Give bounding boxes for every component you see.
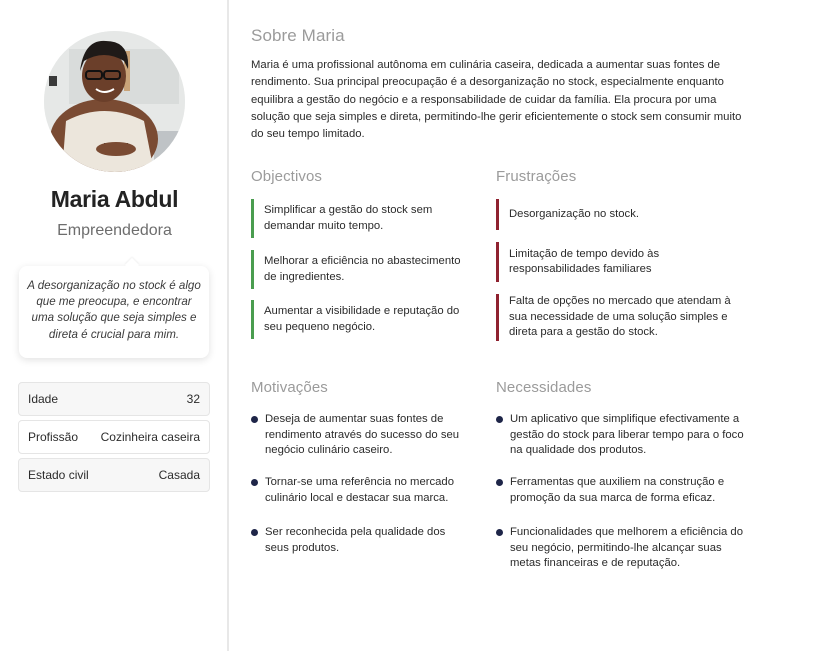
info-row-age (18, 382, 210, 416)
bullet-icon (251, 416, 258, 423)
need-item (496, 412, 751, 459)
bullet-icon (496, 529, 503, 536)
info-value: Cozinheira caseira (100, 430, 200, 444)
info-value: Casada (158, 468, 200, 482)
needs-title: Necessidades (496, 379, 592, 396)
objective-item: Simplificar a gestão do stock sem demandar muito tempo. (251, 199, 466, 238)
frustrations-title: Frustrações (496, 168, 577, 185)
need-text: Funcionalidades que melhorem a eficiência do seu negócio, permitindo-lhe alcançar suas metas financeiras e de reputação. (510, 526, 743, 569)
persona-details (251, 0, 811, 651)
frustration-item: Falta de opções no mercado que atendam à sua necessidade de uma solução simples e direta para a gestão do stock. (496, 294, 751, 341)
bullet-icon (496, 416, 503, 423)
motivation-text: Ser reconhecida pela qualidade dos seus produtos. (265, 526, 446, 554)
avatar (44, 31, 185, 172)
motivation-item (251, 475, 466, 506)
about-text: Maria é uma profissional autônoma em culinária caseira, dedicada a aumentar suas fontes de rendimento. Sua principal preocupação é a desorganização no stock, especialmente enquanto equilibra a gestão do negócio e a responsabilidade de cuidar da família. Ela procura por uma solução que seja simples e direta, permitindo-lhe gerir eficientemente o stock sem consumir muito do seu tempo limitado. (251, 59, 742, 141)
need-item (496, 525, 751, 572)
frustration-item: Limitação de tempo devido às responsabilidades familiares (496, 242, 751, 282)
frustration-item: Desorganização no stock. (496, 199, 751, 230)
bullet-icon (251, 479, 258, 486)
motivations-title: Motivações (251, 379, 328, 396)
motivation-text: Deseja de aumentar suas fontes de rendimento através do sucesso do seu negócio culinário caseiro. (265, 413, 460, 456)
motivation-item (251, 412, 466, 459)
persona-role: Empreendedora (57, 222, 172, 239)
info-label: Estado civil (28, 468, 89, 482)
objective-item: Aumentar a visibilidade e reputação do seu pequeno negócio. (251, 300, 466, 339)
info-list (18, 382, 210, 496)
info-value: 32 (186, 392, 200, 406)
info-label: Profissão (28, 430, 79, 444)
about-title: Sobre Maria (251, 26, 345, 45)
motivation-text: Tornar-se uma referência no mercado culinário local e destacar sua marca. (265, 476, 454, 504)
motivation-item (251, 525, 466, 556)
need-item (496, 475, 751, 506)
need-text: Um aplicativo que simplifique efectivamente a gestão do stock para liberar tempo para o foco na qualidade dos produtos. (510, 413, 744, 456)
person-photo-icon (44, 31, 185, 172)
persona-quote: A desorganização no stock é algo que me preocupa, e encontrar uma solução que seja simples e direta é crucial para mim. (19, 266, 209, 358)
need-text: Ferramentas que auxiliem na construção e promoção da sua marca de forma eficaz. (510, 476, 725, 504)
bullet-icon (496, 479, 503, 486)
persona-name: Maria Abdul (50, 186, 179, 212)
objective-item: Melhorar a eficiência no abastecimento de ingredientes. (251, 250, 466, 289)
info-row-marital-status (18, 458, 210, 492)
info-label: Idade (28, 392, 59, 406)
profile-sidebar (0, 0, 229, 651)
bullet-icon (251, 529, 258, 536)
objectives-title: Objectivos (251, 168, 323, 185)
info-row-profession (18, 420, 210, 454)
